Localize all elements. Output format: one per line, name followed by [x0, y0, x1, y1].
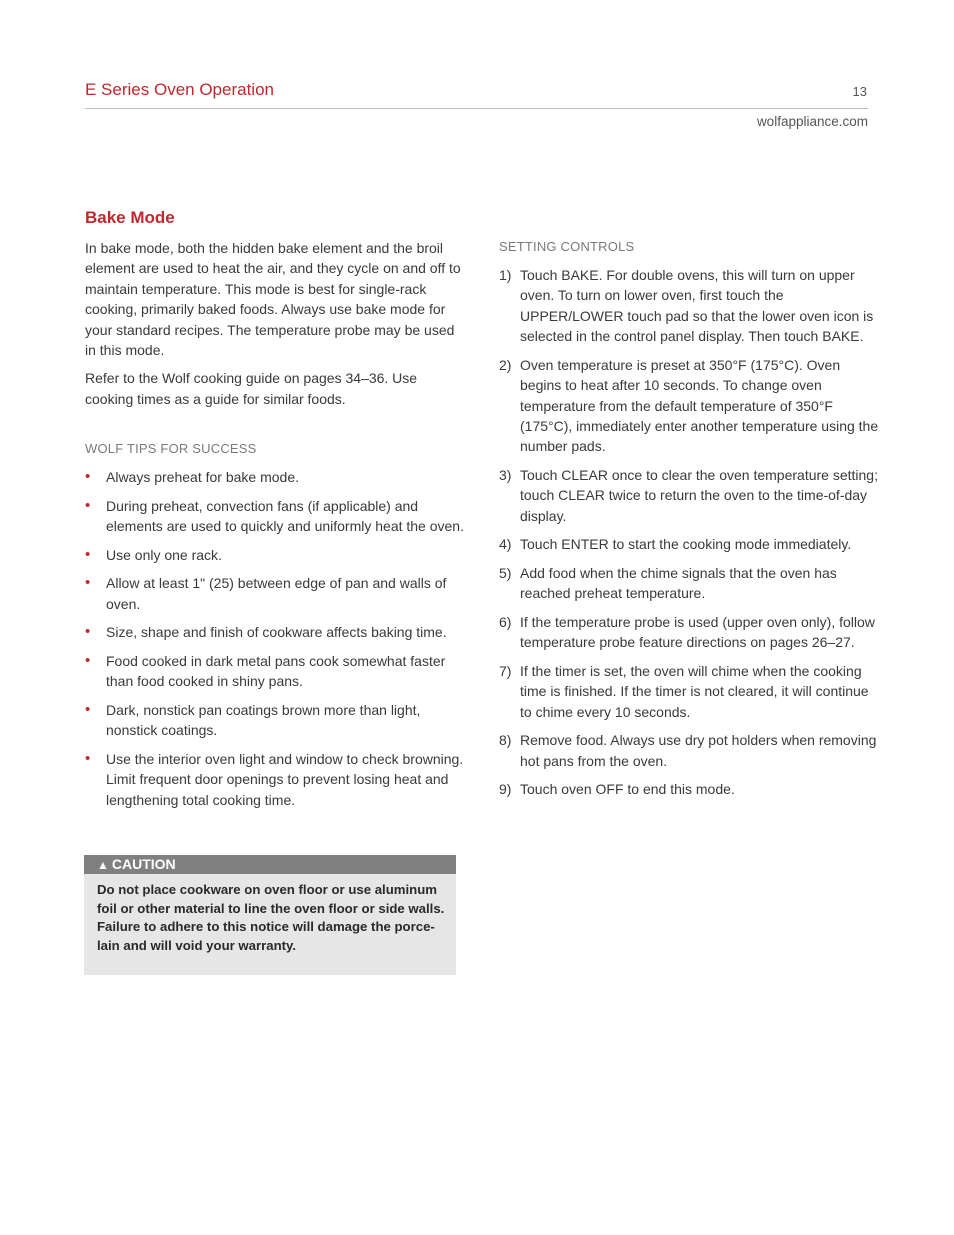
step-text: Touch CLEAR once to clear the oven temperature setting; touch CLEAR twice to return the oven to the time-of-day display. [520, 467, 878, 524]
bullet-icon: • [85, 496, 91, 514]
setting-controls-heading: SETTING CONTROLS [499, 239, 635, 254]
step-text: Remove food. Always use dry pot holders when removing hot pans from the oven. [520, 732, 877, 769]
page-header-title: E Series Oven Operation [85, 80, 274, 99]
bullet-icon: • [85, 750, 91, 768]
step-text: Touch BAKE. For double ovens, this will turn on upper oven. To turn on lower oven, first touch the UPPER/LOWER touch pad so that the lower oven icon is selected in the control panel display. Then touch BAKE. [520, 267, 874, 345]
step-number: 7) [499, 663, 512, 680]
list-item [499, 730, 879, 771]
list-item [85, 700, 465, 741]
list-item [85, 467, 465, 487]
bullet-icon: • [85, 623, 91, 641]
page-number: 13 [852, 84, 867, 99]
step-text: Touch ENTER to start the cooking mode immediately. [520, 536, 852, 553]
left-column [85, 206, 465, 818]
list-item [85, 622, 465, 642]
warning-triangle-icon: ▲ [97, 858, 109, 872]
list-item [499, 563, 879, 604]
list-item [499, 465, 879, 526]
bullet-icon: • [85, 652, 91, 670]
header-divider [85, 108, 868, 109]
tip-text: Dark, nonstick pan coatings brown more than light, nonstick coatings. [106, 702, 421, 739]
step-text: If the temperature probe is used (upper oven only), follow temperature probe feature directions on pages 26–27. [520, 614, 875, 651]
caution-label: CAUTION [111, 856, 176, 872]
bullet-icon: • [85, 468, 91, 486]
step-number: 1) [499, 267, 512, 283]
bullet-icon: • [85, 701, 91, 719]
website-url: wolfappliance.com [756, 114, 868, 129]
tip-text: Size, shape and finish of cookware affects baking time. [106, 624, 447, 641]
tip-text: Food cooked in dark metal pans cook somewhat faster than food cooked in shiny pans. [106, 653, 446, 690]
step-text: Add food when the chime signals that the oven has reached preheat temperature. [520, 565, 837, 602]
tip-text: Use only one rack. [106, 546, 222, 563]
list-item [85, 749, 465, 810]
step-text: Touch oven OFF to end this mode. [520, 781, 735, 798]
caution-box [84, 855, 456, 975]
tip-text: Allow at least 1" (25) between edge of pan and walls of oven. [106, 575, 447, 612]
list-item [499, 661, 879, 722]
tip-text: During preheat, convection fans (if applicable) and elements are used to quickly and uniformly heat the oven. [106, 497, 464, 535]
step-text: If the timer is set, the oven will chime when the cooking time is finished. If the timer is not cleared, it will continue to chime every 10 seconds. [520, 663, 869, 720]
list-item [85, 651, 465, 692]
caution-header [84, 855, 456, 874]
tip-text: Always preheat for bake mode. [106, 469, 299, 486]
bake-mode-intro-paragraph: In bake mode, both the hidden bake element and the broil element are used to heat the air, and they cycle on and off to maintain temperature. This mode is best for single-rack cooking, primarily baked foods. Always use bake mode for your standard recipes. The temperature probe may be used in this mode. [85, 240, 461, 359]
list-item [85, 496, 465, 537]
bake-mode-title: Bake Mode [85, 208, 175, 227]
tips-heading: WOLF TIPS FOR SUCCESS [85, 441, 257, 457]
list-item [499, 355, 879, 457]
step-text: Oven temperature is preset at 350°F (175°C). Oven begins to heat after 10 seconds. To change oven temperature from the default temperature of 350°F (175°C), immediately enter another temperature using the number pads. [520, 356, 879, 455]
list-item [499, 612, 879, 653]
step-number: 5) [499, 565, 512, 582]
steps-list [499, 265, 879, 800]
list-item [499, 534, 879, 554]
list-item [85, 573, 465, 614]
step-number: 2) [499, 356, 512, 373]
list-item [499, 779, 879, 799]
cooking-guide-paragraph: Refer to the Wolf cooking guide on pages 34–36. Use cooking times as a guide for similar foods. [85, 370, 418, 407]
list-item [85, 545, 465, 565]
bullet-icon: • [85, 574, 91, 592]
caution-text: Do not place cookware on oven floor or use aluminum foil or other material to line the oven floor or side walls. Failure to adhere to this notice will damage the porce-lain and will void your warranty. [97, 882, 445, 953]
tips-list [85, 467, 465, 810]
step-number: 8) [499, 732, 512, 749]
list-item [499, 265, 879, 347]
step-number: 3) [499, 467, 512, 484]
step-number: 6) [499, 614, 512, 631]
bullet-icon: • [85, 545, 91, 563]
right-column [499, 237, 879, 808]
step-number: 4) [499, 536, 512, 553]
tip-text: Use the interior oven light and window to check browning. Limit frequent door openings to prevent losing heat and lengthening total cooking time. [106, 751, 464, 808]
step-number: 9) [499, 781, 512, 798]
